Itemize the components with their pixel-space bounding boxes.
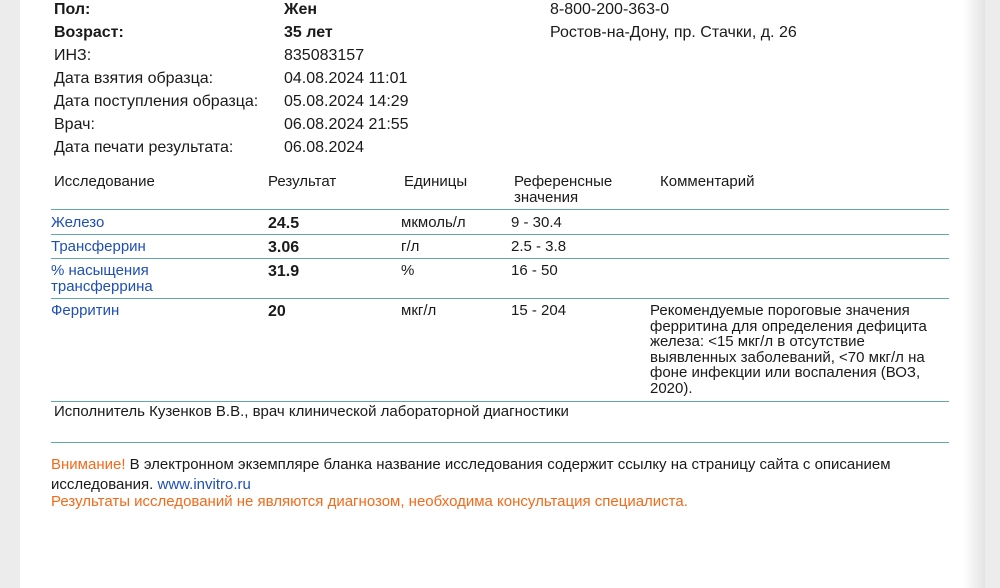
print-date-value: 06.08.2024 xyxy=(284,139,365,156)
row-transferrin-name[interactable]: Трансферрин xyxy=(51,238,146,255)
divider-footer xyxy=(51,442,949,443)
doctor-value: 06.08.2024 21:55 xyxy=(284,116,409,133)
row-transferrin-reference: 2.5 - 3.8 xyxy=(511,238,567,255)
executor-line: Исполнитель Кузенков В.В., врач клинической лабораторной диагностики xyxy=(54,403,569,420)
sex-label: Пол: xyxy=(54,1,91,18)
row-saturation-name-line1: % насыщения xyxy=(51,262,149,279)
row-iron-result: 24.5 xyxy=(268,215,300,232)
header-reference xyxy=(514,174,612,206)
lab-address: Ростов-на-Дону, пр. Стачки, д. 26 xyxy=(550,24,797,41)
header-reference-line1: Референсные xyxy=(514,173,613,190)
row-transferrin-result: 3.06 xyxy=(268,239,300,256)
header-result: Результат xyxy=(268,173,337,190)
row-iron-reference: 9 - 30.4 xyxy=(511,214,562,231)
sex-value: Жен xyxy=(284,1,318,18)
header-units: Единицы xyxy=(404,173,468,190)
row-iron-units: мкмоль/л xyxy=(401,214,466,231)
header-comment: Комментарий xyxy=(660,173,755,190)
disclaimer-text: Результаты исследований не являются диагнозом, необходима консультация специалиста. xyxy=(51,493,688,510)
row-ferritin-name[interactable]: Ферритин xyxy=(51,302,120,319)
print-date-label: Дата печати результата: xyxy=(54,139,234,156)
row-ferritin-result: 20 xyxy=(268,303,286,320)
divider-row-2 xyxy=(51,258,949,259)
row-saturation-result: 31.9 xyxy=(268,263,300,280)
row-iron-name[interactable]: Железо xyxy=(51,214,105,231)
divider-row-4 xyxy=(51,401,949,402)
row-saturation-name[interactable] xyxy=(51,263,153,295)
age-value: 35 лет xyxy=(284,24,333,41)
doctor-label: Врач: xyxy=(54,116,95,133)
sample-received-value: 05.08.2024 14:29 xyxy=(284,93,409,110)
sample-received-label: Дата поступления образца: xyxy=(54,93,259,110)
age-label: Возраст: xyxy=(54,24,124,41)
row-ferritin-reference: 15 - 204 xyxy=(511,302,567,319)
notice-text: В электронном экземпляре бланка название исследования содержит ссылку на страницу сайта с описанием исследования. xyxy=(51,456,891,493)
divider-header xyxy=(51,209,949,210)
inz-label: ИНЗ: xyxy=(54,47,92,64)
row-saturation-units: % xyxy=(401,262,415,279)
row-saturation-reference: 16 - 50 xyxy=(511,262,558,279)
sample-taken-label: Дата взятия образца: xyxy=(54,70,214,87)
row-ferritin-units: мкг/л xyxy=(401,302,437,319)
notice-attention: Внимание! xyxy=(51,456,126,473)
row-saturation-name-line2: трансферрина xyxy=(51,278,153,295)
lab-phone: 8-800-200-363-0 xyxy=(550,1,670,18)
divider-row-1 xyxy=(51,234,949,235)
row-transferrin-units: г/л xyxy=(401,238,420,255)
notice-block xyxy=(51,455,971,495)
invitro-link[interactable]: www.invitro.ru xyxy=(157,476,251,493)
row-ferritin-comment: Рекомендуемые пороговые значения ферритина для определения дефицита железа: <15 мкг/л в отсутствие выявленных заболеваний, <70 мкг/л на фоне инфекции или воспаления (ВОЗ, 2020). xyxy=(650,302,927,397)
sample-taken-value: 04.08.2024 11:01 xyxy=(284,70,408,87)
divider-row-3 xyxy=(51,298,949,299)
inz-value: 835083157 xyxy=(284,47,365,64)
page-edge-shadow xyxy=(963,0,985,588)
header-reference-line2: значения xyxy=(514,189,579,206)
lab-report-page xyxy=(20,0,985,588)
header-study: Исследование xyxy=(54,173,155,190)
